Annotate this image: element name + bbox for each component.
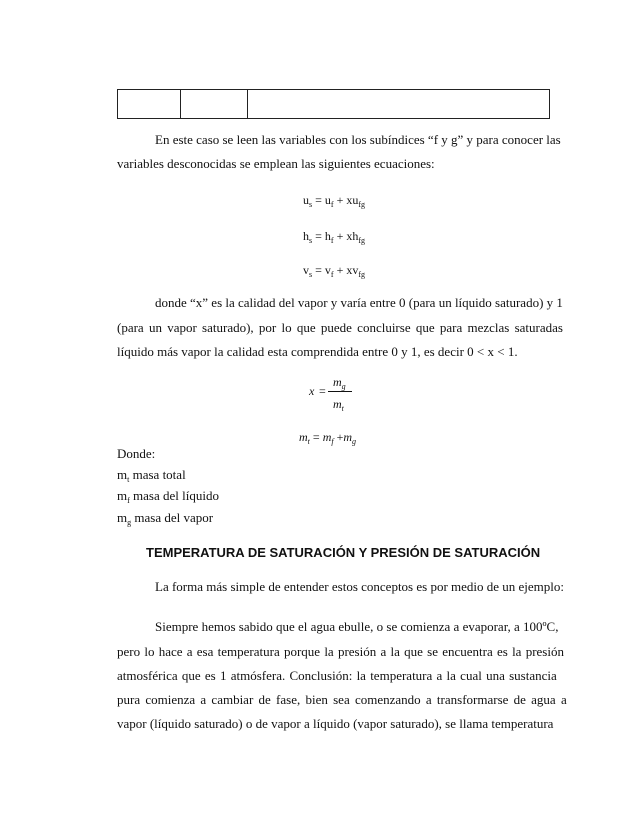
equation-h: $h_s = h_f + xh_{fg}$ [303,229,366,245]
quality-line-2: (para un vapor saturado), por lo que puede concluirse que para mezclas saturadas [117,320,563,335]
paragraph-2-line-2: pero lo hace a esa temperatura porque la presión a la que se encuentra es la presión [117,644,564,659]
legend-item: $m_f$ masa del líquido [117,488,219,505]
paragraph-2-line-1: Siempre hemos sabido que el agua ebulle, o se comienza a evaporar, a 100ºC, [155,619,559,634]
formula-equals: = [319,384,326,398]
equation-v: $v_s = v_f + xv_{fg}$ [303,263,366,279]
table-cell-1 [118,90,181,119]
formula-x: x [309,384,315,398]
quality-line-3: líquido más vapor la calidad esta comprendida entre 0 y 1, es decir 0 < x < 1. [117,344,518,359]
table-cell-2 [181,90,248,119]
formula-denominator: $m_t$ [333,397,344,413]
section-heading: TEMPERATURA DE SATURACIÓN Y PRESIÓN DE SATURACIÓN [146,545,541,560]
quality-line-1: donde “x” es la calidad del vapor y varía entre 0 (para un líquido saturado) y 1 [155,295,563,310]
paragraph-2-line-5: vapor (líquido saturado) o de vapor a líquido (vapor saturado), se llama temperatura [117,716,554,731]
fraction-bar [328,391,352,392]
table-cell-3 [248,90,550,119]
mass-sum-formula: $m_t = m_f +m_g$ [299,430,357,446]
data-table-row [117,89,550,119]
paragraph-1: La forma más simple de entender estos conceptos es por medio de un ejemplo: [155,579,565,594]
equation-u: $u_s = u_f + xu_{fg}$ [303,193,366,209]
paragraph-2-line-3: atmosférica que es 1 atmósfera. Conclusión: la temperatura a la cual una sustancia [117,668,557,683]
legend-title: Donde: [117,446,156,461]
intro-line-2: variables desconocidas se emplean las siguientes ecuaciones: [117,156,435,171]
intro-line-1: En este caso se leen las variables con los subíndices “f y g” y para conocer las [155,132,561,147]
formula-numerator: $m_g$ [333,375,346,391]
paragraph-2-line-4: pura comienza a cambiar de fase, bien sea comenzando a transformarse de agua a [117,692,567,707]
legend-item: $m_t$ masa total [117,467,186,484]
legend-item: $m_g$ masa del vapor [117,510,214,527]
